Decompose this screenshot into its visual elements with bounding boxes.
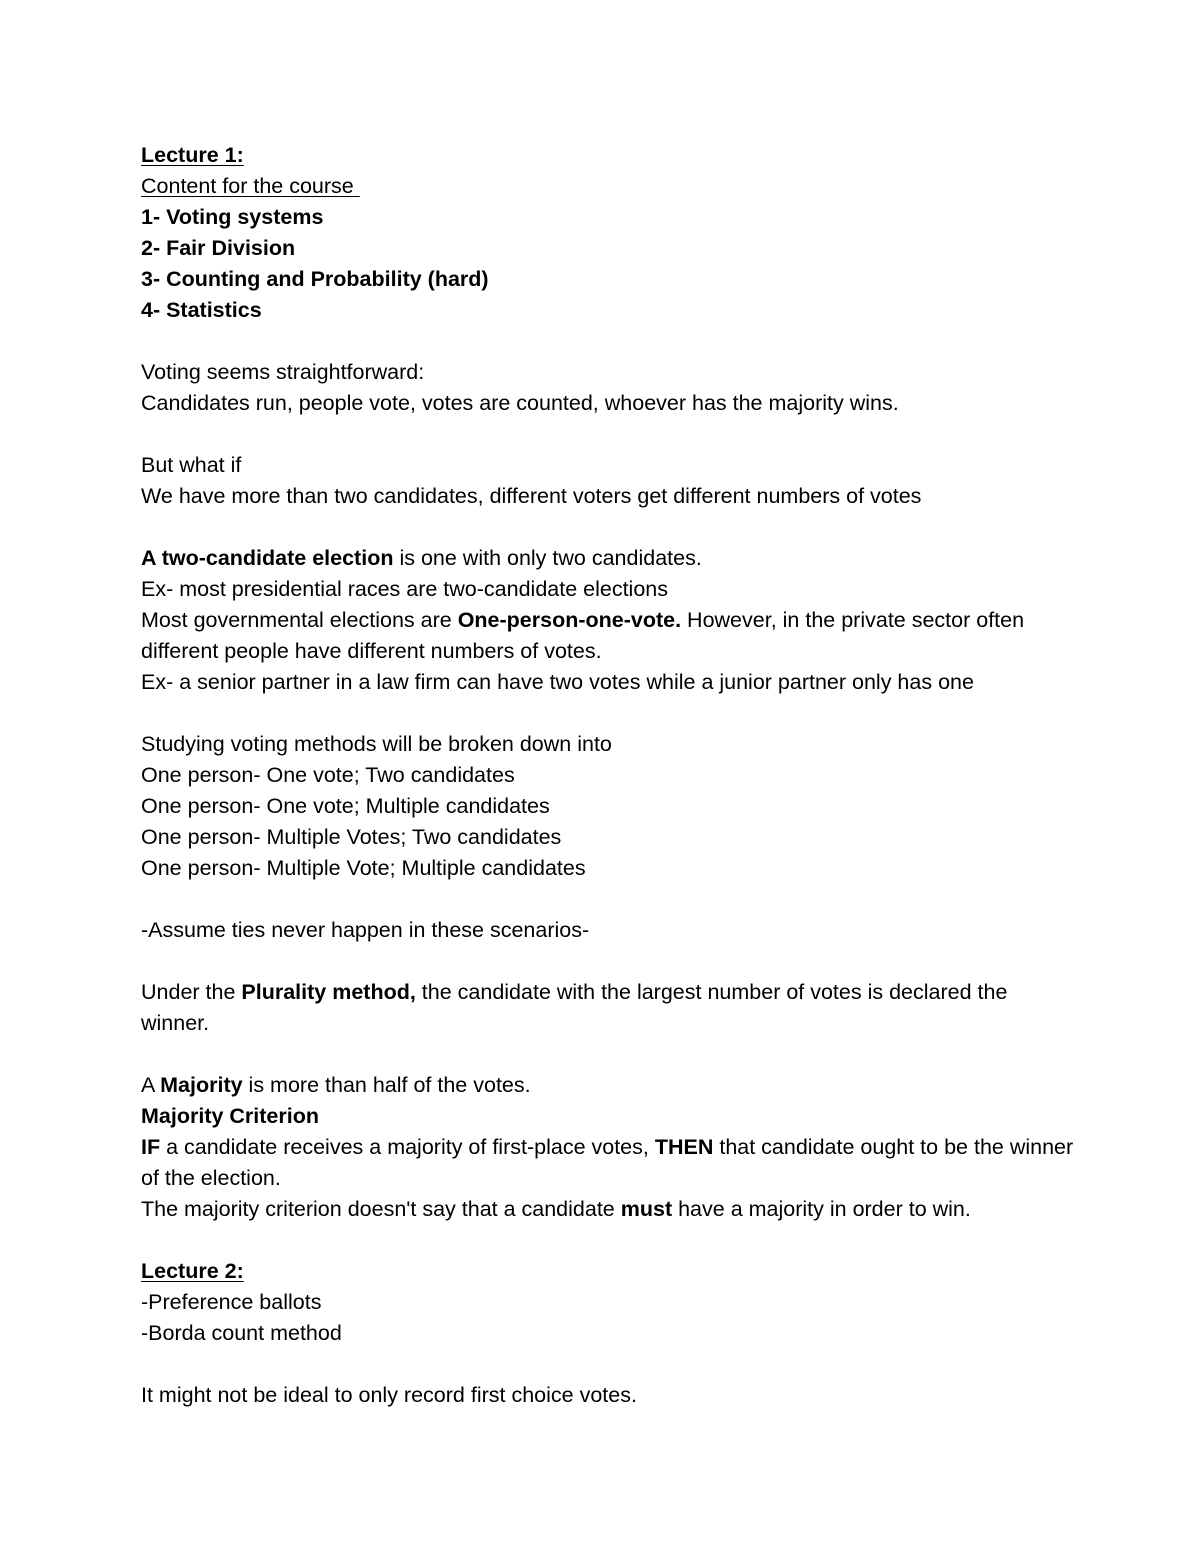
must-line (141, 1194, 1081, 1225)
plurality-term: Plurality method, (241, 980, 416, 1004)
spacer (141, 1349, 1081, 1380)
ex-lawfirm: Ex- a senior partner in a law firm can have two votes while a junior partner only has one (141, 670, 974, 694)
two-candidate-term: A two-candidate election (141, 546, 394, 570)
must-term: must (620, 1197, 673, 1221)
lecture-1-heading: Lecture 1: (141, 143, 244, 167)
majority-term: Majority (160, 1073, 243, 1097)
method-item: One person- One vote; Two candidates (141, 763, 515, 787)
topic-item: 2- Fair Division (141, 236, 296, 260)
voting-intro: Voting seems straightforward: (141, 360, 425, 384)
voting-simple: Candidates run, people vote, votes are counted, whoever has the majority wins. (141, 391, 899, 415)
course-content-label: Content for the course (141, 174, 360, 198)
assume-ties: -Assume ties never happen in these scenarios- (141, 918, 590, 942)
document-page (141, 140, 1081, 1411)
method-item: One person- One vote; Multiple candidates (141, 794, 550, 818)
opov-before: Most governmental elections are (141, 608, 458, 632)
one-person-one-vote-paragraph (141, 605, 1081, 667)
lecture-2-item: -Preference ballots (141, 1290, 322, 1314)
lecture-2-heading: Lecture 2: (141, 1259, 244, 1283)
more-than-two: We have more than two candidates, different voters get different numbers of votes (141, 484, 922, 508)
spacer (141, 698, 1081, 729)
opov-term: One-person-one-vote. (457, 608, 682, 632)
method-item: One person- Multiple Vote; Multiple candidates (141, 856, 586, 880)
topic-item: 3- Counting and Probability (hard) (141, 267, 489, 291)
must-after: have a majority in order to win. (672, 1197, 971, 1221)
spacer (141, 512, 1081, 543)
spacer (141, 1225, 1081, 1256)
criterion-then: THEN (654, 1135, 714, 1159)
criterion-after: that candidate ought to be the winner of the election. (141, 1135, 1074, 1190)
majority-definition (141, 1070, 1081, 1101)
spacer (141, 946, 1081, 977)
studying-intro: Studying voting methods will be broken down into (141, 732, 612, 756)
majority-before: A (141, 1073, 161, 1097)
spacer (141, 326, 1081, 357)
plurality-after: the candidate with the largest number of votes is declared the winner. (141, 980, 1008, 1035)
two-candidate-definition (141, 543, 1081, 574)
lecture-2-item: -Borda count method (141, 1321, 342, 1345)
criterion-paragraph (141, 1132, 1081, 1194)
plurality-before: Under the (141, 980, 242, 1004)
ex-presidential: Ex- most presidential races are two-candidate elections (141, 577, 669, 601)
but-what-if: But what if (141, 453, 242, 477)
spacer (141, 419, 1081, 450)
must-before: The majority criterion doesn't say that a candidate (141, 1197, 621, 1221)
spacer (141, 884, 1081, 915)
spacer (141, 1039, 1081, 1070)
criterion-if: IF (141, 1135, 161, 1159)
closing-line: It might not be ideal to only record first choice votes. (141, 1383, 637, 1407)
two-candidate-rest: is one with only two candidates. (393, 546, 702, 570)
opov-after: However, in the private sector often different people have different numbers of votes. (141, 608, 1025, 663)
criterion-middle: a candidate receives a majority of first-place votes, (160, 1135, 655, 1159)
method-item: One person- Multiple Votes; Two candidates (141, 825, 562, 849)
plurality-paragraph (141, 977, 1081, 1039)
majority-criterion-heading: Majority Criterion (141, 1104, 319, 1128)
majority-after: is more than half of the votes. (242, 1073, 531, 1097)
topic-item: 1- Voting systems (141, 205, 324, 229)
topic-item: 4- Statistics (141, 298, 262, 322)
